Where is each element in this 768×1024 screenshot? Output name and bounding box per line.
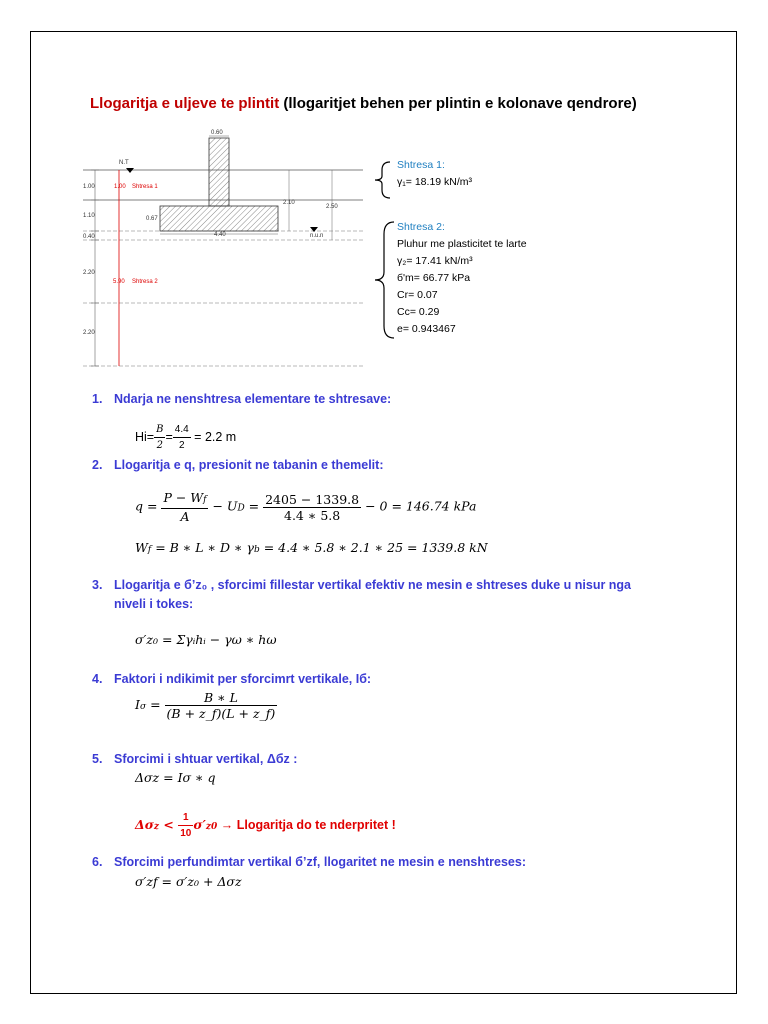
formula-q: q = $\frac{P - Wf}{A}$ − UD = $\frac{2405 - 1339.8}{4.4 ∗ 5.8}$ − 0 = 146.74 kPa (135, 490, 477, 524)
footing-width: 4.40 (214, 232, 226, 238)
step-6-heading: 6. Sforcimi perfundimtar vertikal б’zf, llogaritet ne mesin e nenshtreses: (92, 855, 526, 869)
dim-250: 2.50 (326, 204, 338, 210)
legend-layer2 (397, 219, 527, 338)
title-red: Llogaritja e uljeve te plintit (90, 95, 280, 112)
dim-210: 2.10 (283, 200, 295, 206)
page-title (90, 95, 637, 112)
water-label: n.u.n (310, 233, 324, 239)
legend2-line-3: б'm= 66.77 kPa (397, 272, 471, 284)
step-2-heading: 2. Llogaritja e q, presionit ne tabanin e themelit: (92, 458, 384, 472)
warning-text: → Llogaritja do te nderpritet ! (220, 817, 396, 832)
brace-2 (372, 220, 396, 340)
footing-diagram (78, 128, 368, 368)
legend1-name: Shtresa 1: (397, 159, 445, 171)
formula-delta: Δσz = Iσ ∗ q (135, 770, 216, 785)
formula-hi: Hi= $\frac{B}{2}$ = $\frac{4.4}{2}$ = 2.2 m (135, 424, 237, 451)
nt-label: N.T (119, 160, 129, 166)
legend2-line-2: γ₂= 17.41 kN/m³ (397, 255, 473, 267)
legend2-name: Shtresa 2: (397, 221, 445, 233)
layer2-name: Shtresa 2 (132, 279, 158, 285)
footing-height: 0.67 (146, 216, 158, 222)
dim-1: 1.00 (83, 184, 95, 190)
step-5-heading: 5. Sforcimi i shtuar vertikal, Δбz : (92, 752, 298, 766)
layer1-depth: 1.00 (114, 184, 126, 190)
formula-final: σ′zf = σ′z₀ + Δσz (135, 874, 242, 889)
legend2-line-6: e= 0.943467 (397, 323, 456, 335)
step-1-heading: 1. Ndarja ne nenshtresa elementare te shtresave: (92, 392, 392, 406)
formula-i: Iσ = $\frac{B ∗ L}{(B + z\_f)(L + z\_f)}$ (135, 690, 276, 721)
warning-condition: Δσz < $\frac{1}{10}$ σ′z0 → Llogaritja do te nderpritet ! (135, 812, 396, 839)
title-rest: (llogaritjet behen per plintin e kolonave qendrore) (279, 95, 637, 112)
layer2-depth: 5.90 (113, 279, 125, 285)
legend2-line-1: Pluhur me plasticitet te larte (397, 238, 527, 250)
dim-4: 2.20 (83, 270, 95, 276)
col-width: 0.60 (211, 130, 223, 136)
legend-layer1 (397, 157, 472, 191)
dim-3: 0.40 (83, 234, 95, 240)
dim-5: 2.20 (83, 330, 95, 336)
legend2-line-5: Cc= 0.29 (397, 306, 440, 318)
formula-wf: Wf = B ∗ L ∗ D ∗ γb = 4.4 ∗ 5.8 ∗ 2.1 ∗ 25 = 1339.8 kN (135, 540, 488, 555)
layer1-name: Shtresa 1 (132, 184, 158, 190)
legend1-gamma: γ₁= 18.19 kN/m³ (397, 176, 473, 188)
step-4-heading: 4. Faktori i ndikimit per sforcimrt vertikale, Iб: (92, 672, 372, 686)
step-3-heading: 3. Llogaritja e б’z₀ , sforcimi fillestar vertikal efektiv ne mesin e shtreses duke u nisur nga niveli i tokes: (92, 578, 632, 611)
formula-sigma0: σ′z₀ = Σγᵢhᵢ − γω ∗ hω (135, 632, 277, 647)
brace-1 (372, 160, 392, 200)
dim-2: 1.10 (83, 213, 95, 219)
legend2-line-4: Cr= 0.07 (397, 289, 438, 301)
